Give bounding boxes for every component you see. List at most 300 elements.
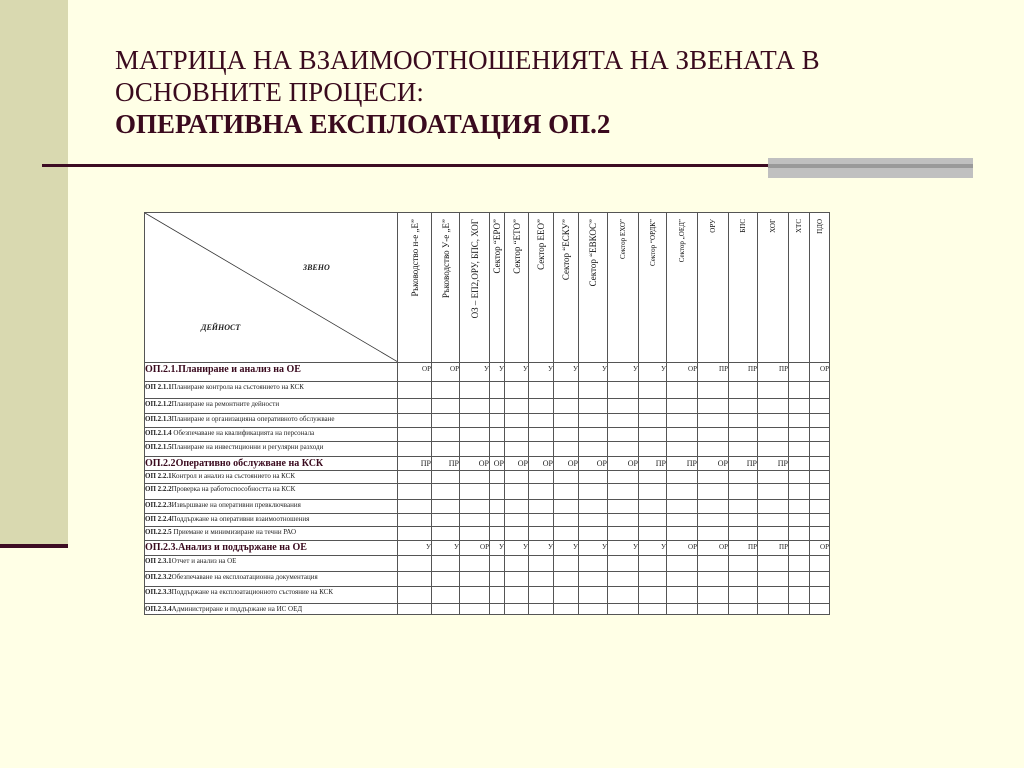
- matrix-value-cell: [432, 484, 460, 500]
- activity-cell: [145, 527, 398, 541]
- activity-code: ОП.2.2.5: [145, 528, 172, 536]
- subprocess-row: [145, 572, 830, 587]
- matrix-value-cell: [460, 484, 490, 500]
- divider-accent-line: [768, 164, 973, 168]
- activity-label: Контрол и анализ на състоянието на КСК: [171, 472, 296, 480]
- matrix-value-cell: У: [608, 541, 639, 556]
- activity-cell: [145, 587, 398, 604]
- matrix-value-cell: ПР: [432, 457, 460, 471]
- matrix-value-cell: [432, 382, 460, 399]
- activity-code: ОП.2.1.2: [145, 400, 172, 408]
- matrix-value-cell: [698, 428, 729, 442]
- matrix-value-cell: [529, 587, 554, 604]
- matrix-value-cell: [579, 442, 608, 457]
- activity-cell: [145, 399, 398, 414]
- matrix-value-cell: ПР: [758, 363, 789, 382]
- matrix-value-cell: [398, 587, 432, 604]
- matrix-value-cell: [810, 484, 830, 500]
- column-header: [810, 213, 830, 363]
- activity-code: ОП.2.2.3: [145, 501, 172, 509]
- matrix-value-cell: [460, 572, 490, 587]
- matrix-value-cell: У: [529, 541, 554, 556]
- matrix-value-cell: [698, 500, 729, 514]
- matrix-value-cell: ОР: [810, 541, 830, 556]
- matrix-value-cell: [810, 604, 830, 615]
- activity-cell: [145, 382, 398, 399]
- column-header: [579, 213, 608, 363]
- activity-label: Поддържане на експлоатационното състояние на КСК: [171, 588, 334, 596]
- column-header: [789, 213, 810, 363]
- title-line-1: МАТРИЦА НА ВЗАИМООТНОШЕНИЯТА НА ЗВЕНАТА В: [115, 45, 820, 75]
- matrix-value-cell: [490, 587, 505, 604]
- matrix-value-cell: [729, 572, 758, 587]
- matrix-value-cell: [579, 382, 608, 399]
- matrix-value-cell: [490, 604, 505, 615]
- matrix-value-cell: [639, 428, 667, 442]
- matrix-value-cell: [789, 363, 810, 382]
- matrix-value-cell: [758, 399, 789, 414]
- matrix-value-cell: [432, 399, 460, 414]
- activity-code: ОП.2.1.5: [145, 443, 172, 451]
- column-header-label: Сектор ЕЕО”: [536, 219, 546, 270]
- matrix-value-cell: [608, 527, 639, 541]
- matrix-value-cell: [698, 399, 729, 414]
- activity-code: ОП.2.3.2: [145, 573, 172, 581]
- matrix-value-cell: [729, 382, 758, 399]
- matrix-value-cell: [529, 484, 554, 500]
- matrix-value-cell: [460, 587, 490, 604]
- matrix-value-cell: [490, 484, 505, 500]
- matrix-value-cell: [432, 556, 460, 572]
- subprocess-row: [145, 556, 830, 572]
- subprocess-row: [145, 442, 830, 457]
- matrix-value-cell: [639, 414, 667, 428]
- activity-label: Проверка на работоспособността на КСК: [171, 485, 296, 493]
- matrix-value-cell: [789, 514, 810, 527]
- left-accent-bar: [0, 0, 68, 548]
- matrix-value-cell: [529, 414, 554, 428]
- matrix-value-cell: [460, 500, 490, 514]
- matrix-value-cell: [529, 527, 554, 541]
- matrix-value-cell: [789, 414, 810, 428]
- matrix-value-cell: [729, 484, 758, 500]
- corner-diagonal: [145, 213, 398, 362]
- activity-code: ОП.2.1.3: [145, 415, 172, 423]
- matrix-value-cell: [639, 399, 667, 414]
- matrix-value-cell: [505, 471, 529, 484]
- activity-code: ОП.2.2: [145, 458, 176, 469]
- matrix-value-cell: [432, 587, 460, 604]
- column-header-label: ПДО: [815, 219, 824, 234]
- matrix-value-cell: [667, 604, 698, 615]
- matrix-value-cell: [398, 428, 432, 442]
- matrix-value-cell: [758, 428, 789, 442]
- matrix-value-cell: У: [505, 363, 529, 382]
- matrix-value-cell: У: [639, 541, 667, 556]
- matrix-value-cell: [729, 471, 758, 484]
- matrix-value-cell: [698, 442, 729, 457]
- matrix-value-cell: [432, 428, 460, 442]
- matrix-value-cell: [639, 572, 667, 587]
- matrix-value-cell: [529, 442, 554, 457]
- matrix-value-cell: [505, 514, 529, 527]
- matrix-value-cell: ОР: [579, 457, 608, 471]
- matrix-value-cell: [432, 414, 460, 428]
- matrix-value-cell: [698, 514, 729, 527]
- matrix-value-cell: ПР: [729, 363, 758, 382]
- matrix-value-cell: ПР: [698, 363, 729, 382]
- column-header: [758, 213, 789, 363]
- matrix-value-cell: [529, 500, 554, 514]
- matrix-value-cell: У: [579, 541, 608, 556]
- matrix-value-cell: [758, 471, 789, 484]
- matrix-value-cell: [810, 399, 830, 414]
- matrix-value-cell: [460, 414, 490, 428]
- column-header: [729, 213, 758, 363]
- matrix-value-cell: У: [490, 363, 505, 382]
- activity-cell: [145, 541, 398, 556]
- matrix-value-cell: [579, 514, 608, 527]
- matrix-value-cell: [789, 556, 810, 572]
- matrix-value-cell: У: [505, 541, 529, 556]
- column-header: [667, 213, 698, 363]
- matrix-value-cell: [789, 399, 810, 414]
- matrix-value-cell: [554, 587, 579, 604]
- matrix-value-cell: [398, 514, 432, 527]
- subprocess-row: [145, 500, 830, 514]
- matrix-value-cell: [789, 457, 810, 471]
- matrix-value-cell: [729, 500, 758, 514]
- activity-label: Обезпечаване на квалификацията на персонала: [171, 429, 315, 437]
- matrix-value-cell: [398, 399, 432, 414]
- matrix-value-cell: ОР: [490, 457, 505, 471]
- matrix-value-cell: [789, 572, 810, 587]
- matrix-value-cell: [460, 604, 490, 615]
- matrix-value-cell: [460, 442, 490, 457]
- activity-code: ОП.2.3.: [145, 542, 179, 553]
- matrix-value-cell: [810, 587, 830, 604]
- matrix-value-cell: [554, 382, 579, 399]
- activity-label: Отчет и анализ на ОЕ: [171, 557, 237, 565]
- matrix-value-cell: [608, 382, 639, 399]
- matrix-value-cell: [789, 541, 810, 556]
- activity-code: ОП 2.2.1: [145, 472, 172, 480]
- matrix-value-cell: У: [554, 363, 579, 382]
- activity-code: ОП.2.1.: [145, 364, 179, 375]
- matrix-value-cell: [698, 382, 729, 399]
- activity-cell: [145, 572, 398, 587]
- matrix-value-cell: [698, 484, 729, 500]
- matrix-value-cell: [529, 382, 554, 399]
- matrix-value-cell: [639, 442, 667, 457]
- matrix-value-cell: У: [460, 363, 490, 382]
- column-header-label: Ръководство У-е „Е”: [440, 219, 451, 299]
- matrix-value-cell: [529, 556, 554, 572]
- column-header: [505, 213, 529, 363]
- activity-cell: [145, 442, 398, 457]
- matrix-value-cell: [490, 442, 505, 457]
- matrix-value-cell: [789, 428, 810, 442]
- matrix-value-cell: У: [490, 541, 505, 556]
- column-header: [529, 213, 554, 363]
- process-row: [145, 363, 830, 382]
- matrix-value-cell: У: [432, 541, 460, 556]
- matrix-value-cell: ОР: [667, 541, 698, 556]
- matrix-value-cell: [579, 428, 608, 442]
- matrix-value-cell: [554, 514, 579, 527]
- matrix-value-cell: [729, 428, 758, 442]
- matrix-value-cell: [398, 527, 432, 541]
- matrix-value-cell: [490, 382, 505, 399]
- subprocess-row: [145, 527, 830, 541]
- matrix-value-cell: [490, 414, 505, 428]
- matrix-value-cell: [758, 414, 789, 428]
- matrix-value-cell: [698, 527, 729, 541]
- column-header-label: Сектор “ЕВКОС”: [588, 219, 598, 287]
- matrix-value-cell: [554, 471, 579, 484]
- matrix-value-cell: [432, 471, 460, 484]
- matrix-value-cell: [579, 399, 608, 414]
- matrix-value-cell: [810, 471, 830, 484]
- matrix-value-cell: [639, 604, 667, 615]
- matrix-value-cell: ОР: [505, 457, 529, 471]
- activity-cell: [145, 484, 398, 500]
- matrix-value-cell: [398, 556, 432, 572]
- matrix-value-cell: [554, 604, 579, 615]
- matrix-value-cell: [639, 484, 667, 500]
- matrix-value-cell: [579, 414, 608, 428]
- column-header: [398, 213, 432, 363]
- matrix-value-cell: [608, 514, 639, 527]
- matrix-value-cell: [398, 604, 432, 615]
- matrix-value-cell: [698, 414, 729, 428]
- matrix-value-cell: [758, 442, 789, 457]
- matrix-value-cell: [729, 527, 758, 541]
- activity-cell: [145, 457, 398, 471]
- matrix-value-cell: [810, 414, 830, 428]
- activity-label: Администриране и поддържане на ИС ОЕД: [171, 605, 303, 613]
- matrix-value-cell: [432, 514, 460, 527]
- column-header: [554, 213, 579, 363]
- matrix-value-cell: [460, 556, 490, 572]
- matrix-value-cell: [810, 457, 830, 471]
- matrix-value-cell: ОР: [460, 457, 490, 471]
- matrix-value-cell: [529, 572, 554, 587]
- matrix-value-cell: [810, 572, 830, 587]
- activity-cell: [145, 500, 398, 514]
- matrix-value-cell: [490, 428, 505, 442]
- matrix-value-cell: ОР: [432, 363, 460, 382]
- matrix-value-cell: [505, 442, 529, 457]
- matrix-value-cell: [729, 514, 758, 527]
- title-line-3: ОПЕРАТИВНА ЕКСПЛОАТАЦИЯ ОП.2: [115, 109, 611, 139]
- column-header: [432, 213, 460, 363]
- activity-label: Анализ и поддържане на ОЕ: [178, 542, 307, 553]
- title-divider: [42, 164, 770, 167]
- matrix-value-cell: [529, 604, 554, 615]
- activity-cell: [145, 514, 398, 527]
- column-header-label: БПС: [739, 219, 747, 233]
- activity-code: ОП 2.3.1: [145, 557, 172, 565]
- corner-label-deinost: ДЕЙНОСТ: [201, 323, 241, 332]
- matrix-value-cell: [698, 604, 729, 615]
- column-header-label: Сектор “ЕТО”: [511, 219, 522, 274]
- matrix-value-cell: [579, 604, 608, 615]
- subprocess-row: [145, 587, 830, 604]
- corner-label-zveno: ЗВЕНО: [303, 263, 330, 272]
- matrix-value-cell: ПР: [398, 457, 432, 471]
- matrix-value-cell: [608, 587, 639, 604]
- matrix-value-cell: [579, 587, 608, 604]
- matrix-value-cell: ПР: [758, 541, 789, 556]
- matrix-value-cell: [789, 500, 810, 514]
- matrix-value-cell: ОР: [698, 541, 729, 556]
- matrix-value-cell: [529, 399, 554, 414]
- matrix-header-row: [145, 213, 830, 363]
- matrix-value-cell: [505, 484, 529, 500]
- matrix-value-cell: [810, 556, 830, 572]
- subprocess-row: [145, 484, 830, 500]
- matrix-value-cell: [554, 500, 579, 514]
- subprocess-row: [145, 414, 830, 428]
- matrix-value-cell: [789, 471, 810, 484]
- matrix-value-cell: [608, 484, 639, 500]
- matrix-value-cell: [505, 500, 529, 514]
- matrix-value-cell: ОР: [554, 457, 579, 471]
- matrix-value-cell: [667, 428, 698, 442]
- matrix-value-cell: ПР: [639, 457, 667, 471]
- activity-cell: [145, 604, 398, 615]
- matrix-value-cell: У: [529, 363, 554, 382]
- matrix-value-cell: [554, 399, 579, 414]
- matrix-value-cell: [554, 414, 579, 428]
- matrix-value-cell: [460, 471, 490, 484]
- matrix-value-cell: [810, 382, 830, 399]
- matrix-value-cell: [505, 587, 529, 604]
- activity-label: Планиране и анализ на ОЕ: [178, 364, 301, 375]
- matrix-value-cell: [758, 556, 789, 572]
- matrix-value-cell: У: [398, 541, 432, 556]
- matrix-value-cell: ОР: [608, 457, 639, 471]
- matrix-value-cell: [667, 500, 698, 514]
- matrix-value-cell: [667, 556, 698, 572]
- matrix-value-cell: [579, 484, 608, 500]
- matrix-value-cell: [554, 442, 579, 457]
- subprocess-row: [145, 514, 830, 527]
- matrix-value-cell: [789, 587, 810, 604]
- activity-label: Извършване на оперативни превключвания: [171, 501, 301, 509]
- matrix-value-cell: [398, 484, 432, 500]
- matrix-value-cell: [579, 471, 608, 484]
- matrix-value-cell: [608, 399, 639, 414]
- matrix-value-cell: [810, 500, 830, 514]
- matrix-value-cell: [667, 414, 698, 428]
- matrix-value-cell: [789, 527, 810, 541]
- matrix-corner-cell: [145, 213, 398, 363]
- matrix-value-cell: [789, 382, 810, 399]
- matrix-value-cell: [667, 442, 698, 457]
- column-header-label: Ръководство н-е „Е”: [409, 219, 420, 297]
- matrix-value-cell: [608, 556, 639, 572]
- matrix-value-cell: [758, 587, 789, 604]
- process-row: [145, 541, 830, 556]
- matrix-value-cell: [490, 399, 505, 414]
- matrix-value-cell: [432, 604, 460, 615]
- matrix-value-cell: [398, 572, 432, 587]
- activity-cell: [145, 363, 398, 382]
- matrix-value-cell: [432, 527, 460, 541]
- matrix-value-cell: [505, 428, 529, 442]
- matrix-value-cell: [608, 500, 639, 514]
- matrix-value-cell: [505, 604, 529, 615]
- matrix-value-cell: [579, 556, 608, 572]
- matrix-value-cell: [529, 428, 554, 442]
- matrix-value-cell: [490, 471, 505, 484]
- matrix-value-cell: [490, 572, 505, 587]
- matrix-value-cell: [758, 572, 789, 587]
- matrix-value-cell: [460, 527, 490, 541]
- matrix-value-cell: [432, 442, 460, 457]
- activity-label: Поддържане на оперативни взаимоотношения: [171, 515, 310, 523]
- matrix-value-cell: [667, 572, 698, 587]
- process-row: [145, 457, 830, 471]
- matrix-value-cell: [505, 572, 529, 587]
- matrix-value-cell: [505, 399, 529, 414]
- matrix-value-cell: ОР: [398, 363, 432, 382]
- subprocess-row: [145, 428, 830, 442]
- activity-code: ОП 2.2.2: [145, 485, 172, 493]
- column-header-label: ХОГ: [769, 219, 777, 233]
- subprocess-row: [145, 604, 830, 615]
- matrix-value-cell: [667, 587, 698, 604]
- matrix-value-cell: [758, 382, 789, 399]
- matrix-value-cell: ОР: [810, 363, 830, 382]
- matrix-value-cell: У: [554, 541, 579, 556]
- matrix-value-cell: [490, 514, 505, 527]
- matrix-value-cell: [667, 527, 698, 541]
- matrix-value-cell: [639, 500, 667, 514]
- matrix-value-cell: [554, 484, 579, 500]
- matrix-value-cell: [758, 500, 789, 514]
- matrix-value-cell: [579, 500, 608, 514]
- matrix-value-cell: [432, 572, 460, 587]
- matrix-value-cell: ОР: [529, 457, 554, 471]
- activity-label: Оперативно обслужване на КСК: [175, 458, 324, 469]
- matrix-value-cell: [698, 556, 729, 572]
- matrix-value-cell: [789, 442, 810, 457]
- divider-accent-box: [768, 158, 973, 178]
- matrix-value-cell: [639, 514, 667, 527]
- matrix-value-cell: [729, 587, 758, 604]
- matrix-value-cell: [667, 382, 698, 399]
- matrix-value-cell: [758, 484, 789, 500]
- subprocess-row: [145, 382, 830, 399]
- matrix-value-cell: [698, 471, 729, 484]
- matrix-value-cell: [608, 442, 639, 457]
- matrix-value-cell: [398, 471, 432, 484]
- matrix-value-cell: [460, 428, 490, 442]
- matrix-value-cell: ОР: [460, 541, 490, 556]
- column-header: [490, 213, 505, 363]
- matrix-value-cell: [608, 414, 639, 428]
- matrix-value-cell: [579, 527, 608, 541]
- matrix-value-cell: [789, 484, 810, 500]
- activity-label: Приемане и минимизиране на течни РАО: [171, 528, 297, 536]
- activity-code: ОП.2.3.3: [145, 588, 172, 596]
- matrix-value-cell: [667, 399, 698, 414]
- matrix-value-cell: [460, 514, 490, 527]
- matrix-value-cell: У: [639, 363, 667, 382]
